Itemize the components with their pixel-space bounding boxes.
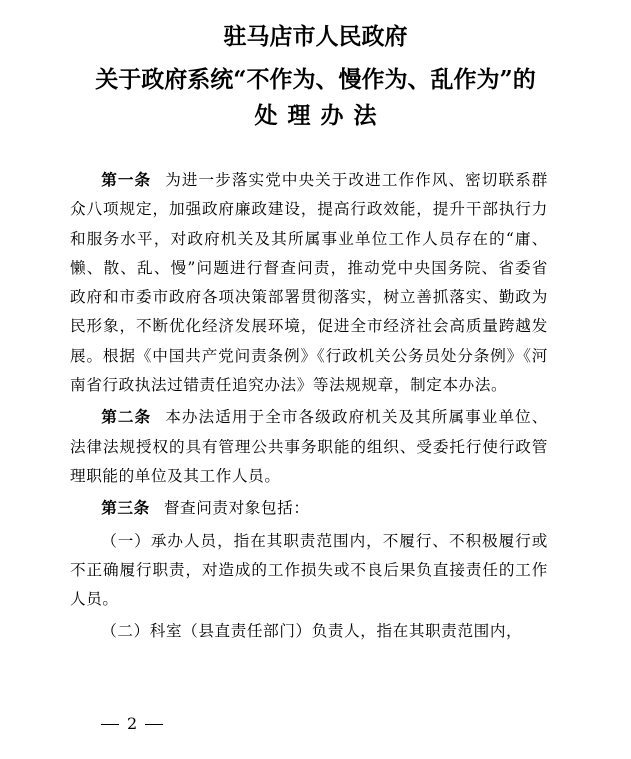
article-1-label: 第一条: [101, 171, 152, 189]
article-1: [70, 166, 548, 400]
title-line-2: 关于政府系统“不作为、慢作为、乱作为”的: [95, 66, 536, 93]
document-body: [70, 166, 548, 647]
article-2-text: 本办法适用于全市各级政府机关及其所属事业单位、法律法规授权的具有管理公共事务职能的组织、受委托行使行政管理职能的单位及其工作人员。: [70, 408, 548, 485]
article-3-label: 第三条: [101, 499, 150, 518]
article-3: [70, 494, 548, 523]
item-2: （二）科室（县直责任部门）负责人，指在其职责范围内，: [101, 622, 523, 641]
page-footer: [93, 712, 171, 736]
article-3-text: 督查问责对象包括：: [163, 499, 310, 518]
item-1: （一）承办人员，指在其职责范围内，不履行、不积极履行或不正确履行职责，对造成的工作损失或不良后果负直接责任的工作人员。: [70, 531, 548, 609]
title-line-1: 驻马店市人民政府: [223, 23, 408, 50]
footer-dash-left: [101, 724, 119, 725]
article-2-label: 第二条: [101, 408, 152, 427]
article-1-text: 为进一步落实党中央关于改进工作作风、密切联系群众八项规定，加强政府廉政建设，提高行政效能，提升干部执行力和服务水平，对政府机关及其所属事业单位工作人员存在的“庸、懒、散、乱、慢”问题进行督查问责，推动党中央国务院、省委省政府和市委市政府各项决策部署贯彻落实，树立善抓落实、勤政为民形象，不断优化经济发展环境，促进全市经济社会高质量跨越发展。根据《中国共产党问责条例》《行政机关公务员处分条例》《河南省行政执法过错责任追究办法》等法规规章，制定本办法。: [70, 171, 548, 395]
title-line-3: 处理办法: [254, 102, 387, 129]
page-number: 2: [127, 714, 138, 733]
article-2: [70, 403, 548, 491]
footer-dash-right: [145, 724, 163, 725]
